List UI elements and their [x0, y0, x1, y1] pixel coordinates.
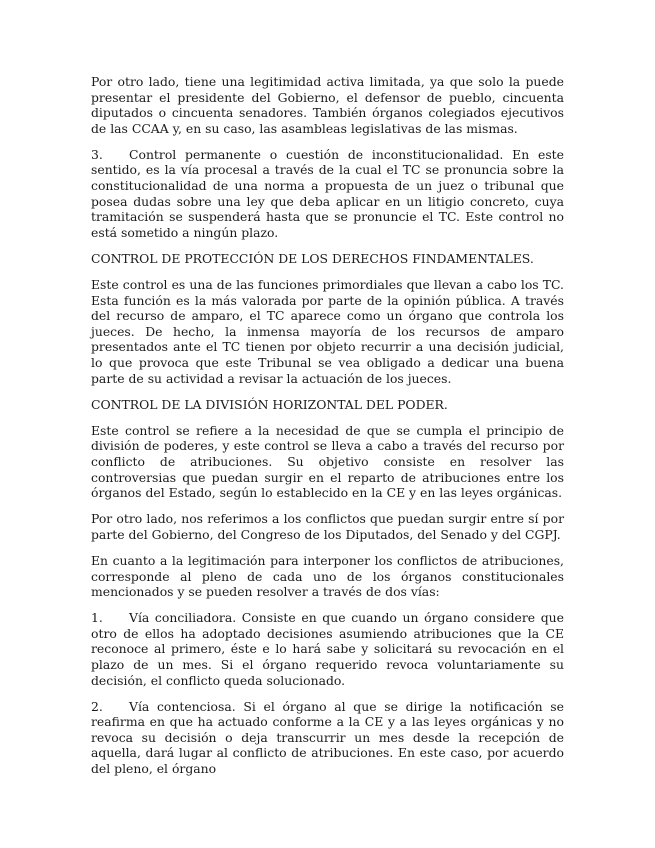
list-item-text: Control permanente o cuestión de inconstitucionalidad. En este sentido, es la vía procesal a través de la cual el TC se pronuncia sobre la constitucionalidad de una norma a propuesta de un juez o tribunal que posea dudas sobre una ley que deba aplicar en un litigio concreto, cuya tramitación se suspenderá hasta que se pronuncie el TC. Este control no está sometido a ningún plazo. [91, 146, 564, 240]
paragraph-legitimacion: En cuanto a la legitimación para interponer los conflictos de atribuciones, corresponde al pleno de cada uno de los órganos constitucionales mencionados y se pueden resolver a través de dos vías: [91, 552, 564, 600]
list-item-2 [91, 699, 564, 777]
list-number: 3. [91, 146, 103, 162]
paragraph-division-poderes: Este control se refiere a la necesidad de que se cumpla el principio de división de poderes, y este control se lleva a cabo a través del recurso por conflicto de atribuciones. Su objetivo consiste en resolver las controversias que puedan surgir en el reparto de atribuciones entre los órganos del Estado, según lo establecido en la CE y en las leyes orgánicas. [91, 422, 564, 501]
list-number: 2. [91, 698, 103, 714]
document-page [91, 74, 564, 787]
list-number: 1. [91, 610, 103, 626]
list-item-text: Vía conciliadora. Consiste en que cuando un órgano considere que otro de ellos ha adoptado decisiones asumiendo atribuciones que la CE reconoce al primero, éste e lo hará sabe y solicitará su revocación en el plazo de un mes. Si el órgano requerido revoca voluntariamente su decisión, el conflicto queda solucionado. [91, 610, 564, 688]
list-item-3 [91, 147, 564, 241]
list-item-1 [91, 610, 564, 688]
paragraph-amparo: Este control es una de las funciones primordiales que llevan a cabo los TC. Esta función es la más valorada por parte de la opinión pública. A través del recurso de amparo, el TC aparece como un órgano que controla los jueces. De hecho, la inmensa mayoría de los recursos de amparo presentados ante el TC tienen por objeto recurrir a una decisión judicial, lo que provoca que este Tribunal se vea obligado a dedicar una buena parte de su actividad a revisar la actuación de los jueces. [91, 277, 564, 386]
list-item-text: Vía contenciosa. Si el órgano al que se dirige la notificación se reafirma en que ha actuado conforme a la CE y a las leyes orgánicas y no revoca su decisión o deja transcurrir un mes desde la recepción de aquella, dará lugar al conflicto de atribuciones. En este caso, por acuerdo del pleno, el órgano [91, 698, 564, 777]
paragraph-legitimidad: Por otro lado, tiene una legitimidad activa limitada, ya que solo la puede presentar el presidente del Gobierno, el defensor de pueblo, cincuenta diputados o cincuenta senadores. También órganos colegiados ejecutivos de las CCAA y, en su caso, las asambleas legislativas de las mismas. [91, 74, 564, 136]
paragraph-conflictos: Por otro lado, nos referimos a los conflictos que puedan surgir entre sí por parte del Gobierno, del Congreso de los Diputados, del Senado y del CGPJ. [91, 511, 564, 542]
section-heading-derechos: CONTROL DE PROTECCIÓN DE LOS DERECHOS FINDAMENTALES. [91, 250, 534, 266]
section-heading-division: CONTROL DE LA DIVISIÓN HORIZONTAL DEL PODER. [91, 396, 448, 412]
